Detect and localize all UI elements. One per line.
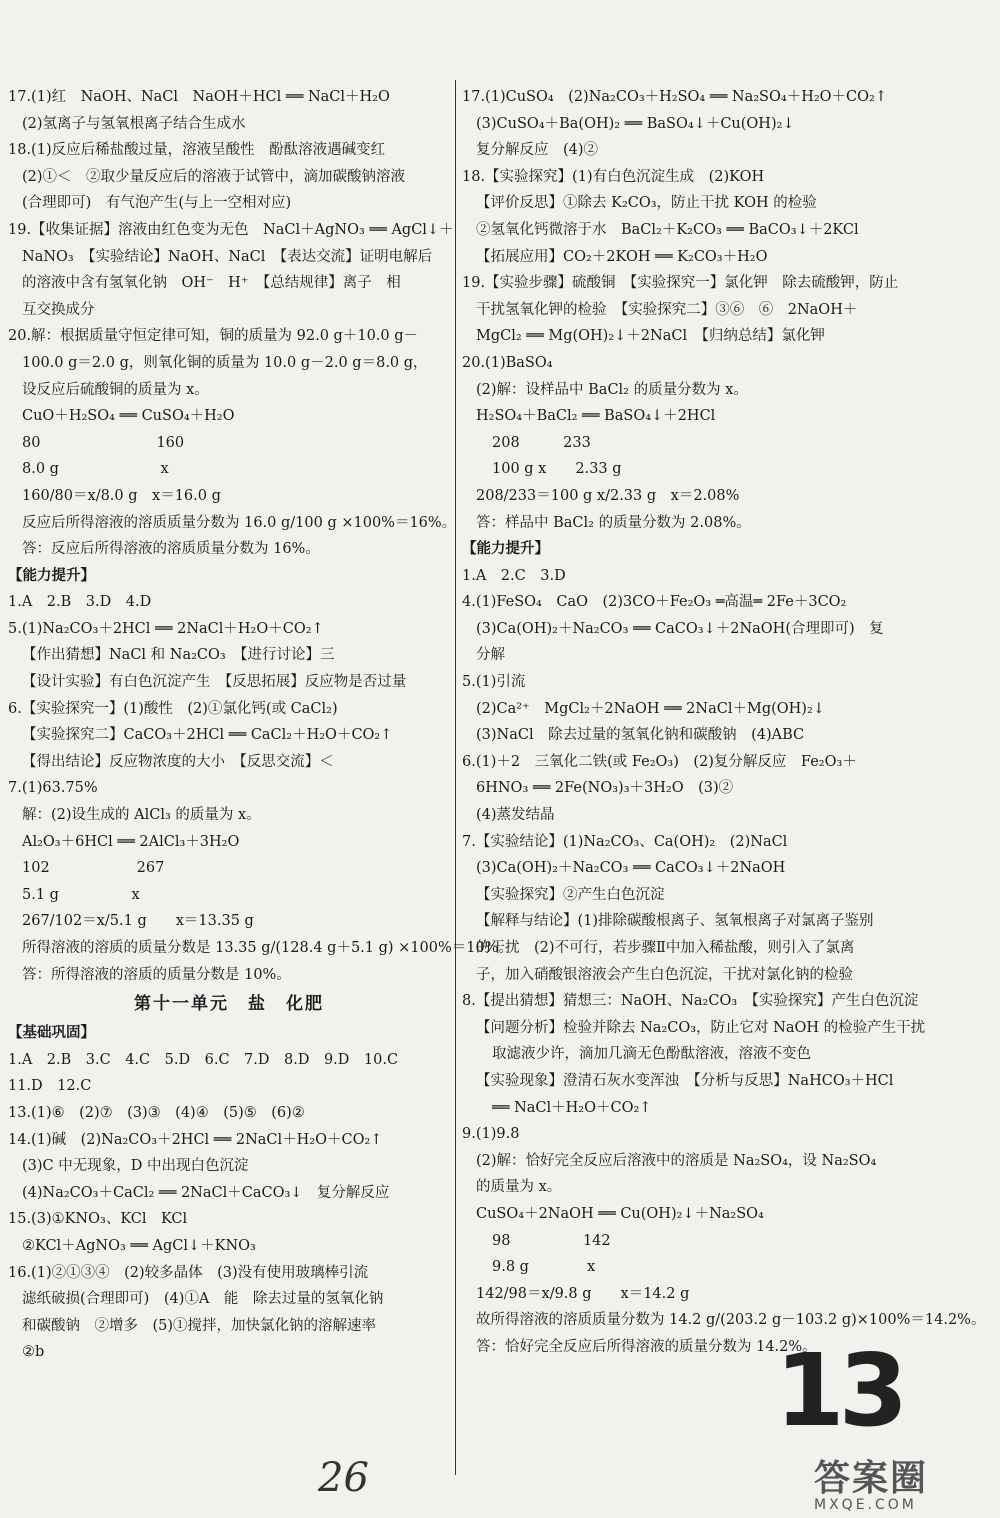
left-line: 的溶液中含有氢氧化钠 OH⁻ H⁺ 【总结规律】离子 相: [22, 275, 401, 292]
right-line: (2)解：设样品中 BaCl₂ 的质量分数为 x。: [476, 381, 748, 398]
right-line: 干扰氢氧化钾的检验 【实验探究二】③⑥ ⑥ 2NaOH＋: [476, 301, 858, 318]
left-line: 和碳酸钠 ②增多 (5)①搅拌，加快氯化钠的溶解速率: [22, 1317, 377, 1334]
right-line: 6HNO₃ ══ 2Fe(NO₃)₃＋3H₂O (3)②: [476, 780, 734, 797]
left-line: 267/102＝x/5.1 g x＝13.35 g: [22, 913, 254, 930]
left-line: 【作出猜想】NaCl 和 Na₂CO₃ 【进行讨论】三: [22, 647, 335, 664]
right-line: 分解: [476, 647, 505, 664]
right-line: 的质量为 x。: [476, 1179, 562, 1196]
right-line: 98 142: [492, 1232, 611, 1249]
right-line: (2)Ca²⁺ MgCl₂＋2NaOH ══ 2NaCl＋Mg(OH)₂↓: [476, 700, 825, 717]
right-line: 取滤液少许，滴加几滴无色酚酞溶液，溶液不变色: [492, 1046, 811, 1063]
handwritten-note: 26: [318, 1455, 369, 1501]
right-line: H₂SO₄＋BaCl₂ ══ BaSO₄↓＋2HCl: [476, 408, 716, 425]
left-line: ②KCl＋AgNO₃ ══ AgCl↓＋KNO₃: [22, 1237, 256, 1254]
left-line: 1.A 2.B 3.C 4.C 5.D 6.C 7.D 8.D 9.D 10.C: [8, 1051, 399, 1068]
left-line: 6.【实验探究一】(1)酸性 (2)①氯化钙(或 CaCl₂): [8, 700, 338, 717]
left-line: 16.(1)②①③④ (2)较多晶体 (3)没有使用玻璃棒引流: [8, 1264, 369, 1281]
left-line: 18.(1)反应后稀盐酸过量，溶液呈酸性 酚酞溶液遇碱变红: [8, 142, 386, 159]
left-line: 160/80＝x/8.0 g x＝16.0 g: [22, 487, 221, 504]
right-line: 【实验现象】澄清石灰水变浑浊 【分析与反思】NaHCO₃＋HCl: [476, 1072, 894, 1089]
right-line: 【拓展应用】CO₂＋2KOH ══ K₂CO₃＋H₂O: [476, 248, 768, 265]
right-line: 17.(1)CuSO₄ (2)Na₂CO₃＋H₂SO₄ ══ Na₂SO₄＋H₂O＋CO₂↑: [462, 89, 887, 105]
watermark: [814, 1450, 982, 1513]
left-line: (3)C 中无现象，D 中出现白色沉淀: [22, 1158, 249, 1175]
right-line: 【评价反思】①除去 K₂CO₃，防止干扰 KOH 的检验: [476, 195, 817, 212]
left-line: 14.(1)碱 (2)Na₂CO₃＋2HCl ══ 2NaCl＋H₂O＋CO₂↑: [8, 1131, 383, 1148]
watermark-site: MXQE.COM: [814, 1497, 917, 1513]
right-line: 4.(1)FeSO₄ CaO (2)3CO＋Fe₂O₃ ═高温═ 2Fe＋3CO₂: [462, 594, 847, 611]
right-line: (4)蒸发结晶: [476, 807, 555, 824]
left-line: Al₂O₃＋6HCl ══ 2AlCl₃＋3H₂O: [22, 833, 240, 850]
right-line: 9.(1)9.8: [462, 1126, 520, 1143]
left-line: 【基础巩固】: [8, 1025, 95, 1042]
right-line: 的干扰 (2)不可行，若步骤Ⅱ中加入稀盐酸，则引入了氯离: [476, 940, 855, 956]
right-line: 8.【提出猜想】猜想三：NaOH、Na₂CO₃ 【实验探究】产生白色沉淀: [462, 993, 919, 1010]
left-line: 5.1 g x: [22, 886, 140, 903]
right-line: (3)Ca(OH)₂＋Na₂CO₃ ══ CaCO₃↓＋2NaOH: [476, 860, 786, 877]
left-line: (2)①＜ ②取少量反应后的溶液于试管中，滴加碳酸钠溶液: [22, 168, 406, 185]
left-line: 【设计实验】有白色沉淀产生 【反思拓展】反应物是否过量: [22, 674, 407, 691]
left-line: (合理即可) 有气泡产生(与上一空相对应): [22, 195, 292, 212]
right-line: 【解释与结论】(1)排除碳酸根离子、氢氧根离子对氯离子鉴别: [476, 913, 874, 930]
left-line: 反应后所得溶液的溶质质量分数为 16.0 g/100 g ×100%＝16%。: [22, 514, 457, 531]
right-line: ══ NaCl＋H₂O＋CO₂↑: [492, 1099, 652, 1116]
left-line: 【能力提升】: [8, 567, 95, 584]
right-line: 20.(1)BaSO₄: [462, 354, 553, 371]
right-line: 答：恰好完全反应后所得溶液的质量分数为 14.2%。: [476, 1338, 817, 1355]
left-line: 滤纸破损(合理即可) (4)①A 能 除去过量的氢氧化钠: [22, 1291, 384, 1308]
left-line: NaNO₃ 【实验结论】NaOH、NaCl 【表达交流】证明电解后: [22, 248, 433, 265]
left-line: 80 160: [22, 434, 185, 451]
left-line: 答：所得溶液的溶质的质量分数是 10%。: [22, 966, 291, 983]
right-line: 子，加入硝酸银溶液会产生白色沉淀，干扰对氯化钠的检验: [476, 966, 853, 983]
right-line: 7.【实验结论】(1)Na₂CO₃、Ca(OH)₂ (2)NaCl: [462, 833, 788, 850]
left-line: 11.D 12.C: [8, 1078, 92, 1095]
left-line: 7.(1)63.75%: [8, 780, 98, 797]
right-line: 6.(1)＋2 三氧化二铁(或 Fe₂O₃) (2)复分解反应 Fe₂O₃＋: [462, 753, 857, 770]
right-line: MgCl₂ ══ Mg(OH)₂↓＋2NaCl 【归纳总结】氯化钾: [476, 328, 825, 345]
left-line: 19.【收集证据】溶液由红色变为无色 NaCl＋AgNO₃ ══ AgCl↓＋: [8, 221, 454, 238]
left-line: (2)氢离子与氢氧根离子结合生成水: [22, 115, 246, 132]
right-column: [462, 84, 986, 1361]
right-line: 19.【实验步骤】硫酸铜 【实验探究一】氯化钾 除去硫酸钾，防止: [462, 275, 899, 292]
page-number: 13: [775, 1332, 903, 1449]
left-line: 102 267: [22, 860, 165, 877]
right-line: CuSO₄＋2NaOH ══ Cu(OH)₂↓＋Na₂SO₄: [476, 1205, 764, 1222]
right-line: ②氢氧化钙微溶于水 BaCl₂＋K₂CO₃ ══ BaCO₃↓＋2KCl: [476, 221, 859, 238]
left-line: (4)Na₂CO₃＋CaCl₂ ══ 2NaCl＋CaCO₃↓ 复分解反应: [22, 1184, 390, 1201]
left-line: 【得出结论】反应物浓度的大小 【反思交流】＜: [22, 753, 334, 770]
left-line: 100.0 g＝2.0 g，则氧化铜的质量为 10.0 g－2.0 g＝8.0 g，: [22, 354, 428, 371]
left-line: 答：反应后所得溶液的溶质质量分数为 16%。: [22, 541, 320, 558]
left-line: 【实验探究二】CaCO₃＋2HCl ══ CaCl₂＋H₂O＋CO₂↑: [22, 727, 393, 744]
left-line: ②b: [22, 1344, 45, 1361]
right-line: 9.8 g x: [492, 1259, 596, 1276]
left-line: 解：(2)设生成的 AlCl₃ 的质量为 x。: [22, 807, 261, 824]
right-line: 故所得溶液的溶质质量分数为 14.2 g/(203.2 g－103.2 g)×100%＝14.2%。: [476, 1312, 986, 1329]
right-line: (3)NaCl 除去过量的氢氧化钠和碳酸钠 (4)ABC: [476, 727, 805, 744]
column-divider: [455, 80, 456, 1475]
left-line: 5.(1)Na₂CO₃＋2HCl ══ 2NaCl＋H₂O＋CO₂↑: [8, 620, 324, 637]
left-line: 13.(1)⑥ (2)⑦ (3)③ (4)④ (5)⑤ (6)②: [8, 1104, 305, 1121]
right-line: (2)解：恰好完全反应后溶液中的溶质是 Na₂SO₄，设 Na₂SO₄: [476, 1152, 877, 1169]
left-line: 8.0 g x: [22, 461, 169, 478]
right-line: 答：样品中 BaCl₂ 的质量分数为 2.08%。: [476, 514, 751, 531]
left-line: 17.(1)红 NaOH、NaCl NaOH＋HCl ══ NaCl＋H₂O: [8, 89, 390, 105]
left-line: CuO＋H₂SO₄ ══ CuSO₄＋H₂O: [22, 408, 235, 425]
right-line: 18.【实验探究】(1)有白色沉淀生成 (2)KOH: [462, 168, 765, 185]
right-line: 208/233＝100 g x/2.33 g x＝2.08%: [476, 487, 740, 504]
right-line: 1.A 2.C 3.D: [462, 567, 566, 584]
right-line: 100 g x 2.33 g: [492, 461, 622, 478]
left-line: 互交换成分: [22, 301, 95, 318]
left-line: 所得溶液的溶质的质量分数是 13.35 g/(128.4 g＋5.1 g) ×100%＝10%。: [22, 940, 514, 956]
left-line: 设反应后硫酸铜的质量为 x。: [22, 381, 209, 398]
left-line: 1.A 2.B 3.D 4.D: [8, 594, 152, 611]
left-line: 第十一单元 盐 化肥: [134, 994, 324, 1015]
right-line: 5.(1)引流: [462, 674, 526, 691]
right-line: 208 233: [492, 434, 591, 451]
right-line: 142/98＝x/9.8 g x＝14.2 g: [476, 1285, 690, 1302]
right-line: (3)Ca(OH)₂＋Na₂CO₃ ══ CaCO₃↓＋2NaOH(合理即可) 复: [476, 620, 884, 637]
watermark-logo: 答案圈: [814, 1458, 929, 1499]
left-line: 15.(3)①KNO₃、KCl KCl: [8, 1211, 188, 1228]
right-line: 【问题分析】检验并除去 Na₂CO₃，防止它对 NaOH 的检验产生干扰: [476, 1019, 926, 1036]
right-line: 【能力提升】: [462, 541, 549, 558]
left-line: 20.解：根据质量守恒定律可知，铜的质量为 92.0 g＋10.0 g－: [8, 328, 419, 345]
right-line: 【实验探究】②产生白色沉淀: [476, 886, 665, 903]
right-line: 复分解反应 (4)②: [476, 142, 599, 159]
right-line: (3)CuSO₄＋Ba(OH)₂ ══ BaSO₄↓＋Cu(OH)₂↓: [476, 115, 795, 132]
